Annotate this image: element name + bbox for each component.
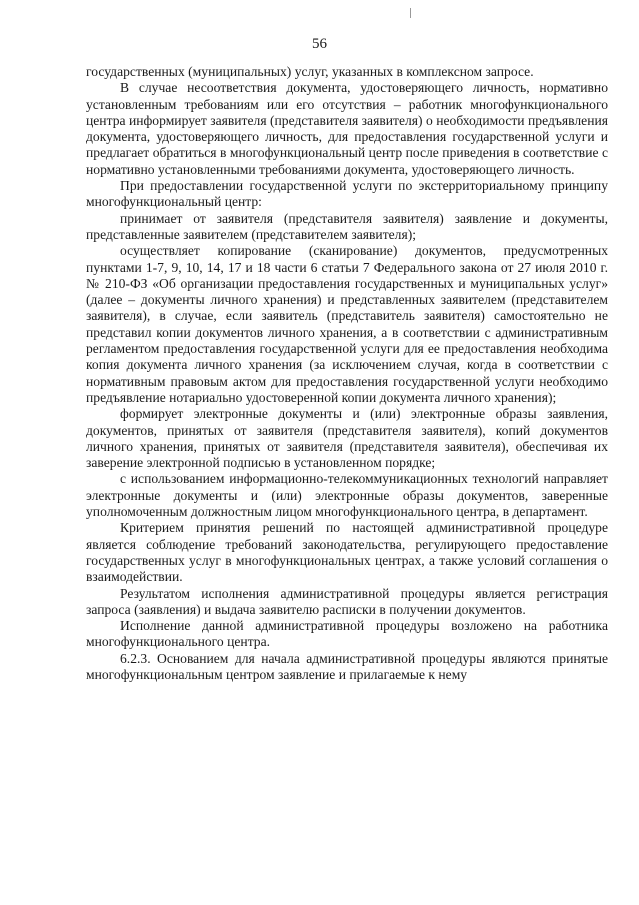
scan-mark xyxy=(410,8,411,18)
page-number: 56 xyxy=(312,36,327,52)
document-body xyxy=(86,64,608,683)
paragraph-decision-criteria: Критерием принятия решений по настоящей административной процедуре является соблюдение требований законодательства, регулирующего предоставление государственных услуг в многофункциональных центрах, а также условий соглашения о взаимодействии. xyxy=(86,520,608,585)
paragraph-continuation: государственных (муниципальных) услуг, указанных в комплексном запросе. xyxy=(86,64,534,79)
paragraph-copying-documents: осуществляет копирование (сканирование) документов, предусмотренных пунктами 1-7, 9, 10, 14, 17 и 18 части 6 статьи 7 Федерального закона от 27 июля 2010 г. № 210-ФЗ «Об организации предоставления государственных и муниципальных услуг» (далее – документы личного хранения) и представленных заявителем (представителем заявителя), в случае, если заявитель (представитель заявителя) самостоятельно не представил копии документов личного хранения, а в соответствии с административным регламентом предоставления государственной услуги для ее предоставления необходима копия документа личного хранения (за исключением случая, когда в соответствии с нормативным правовым актом для предоставления государственной услуги необходимо предъявление нотариально удостоверенной копии документа личного хранения); xyxy=(86,243,608,405)
paragraph-accepts-application: принимает от заявителя (представителя заявителя) заявление и документы, представленные заявителем (представителем заявителя); xyxy=(86,210,608,242)
paragraph-sends-documents: с использованием информационно-телекоммуникационных технологий направляет электронные документы и (или) электронные образы документов, заверенные уполномоченным должностным лицом многофункционального центра, в департамент. xyxy=(86,471,608,520)
paragraph-6-2-3: 6.2.3. Основанием для начала административной процедуры являются принятые многофункциональным центром заявление и прилагаемые к нему xyxy=(86,650,608,682)
paragraph-result: Результатом исполнения административной процедуры является регистрация запроса (заявления) и выдача заявителю расписки в получении документов. xyxy=(86,585,608,617)
paragraph-execution: Исполнение данной административной процедуры возложено на работника многофункционального центра. xyxy=(86,618,608,650)
paragraph-identity-document: В случае несоответствия документа, удостоверяющего личность, нормативно установленным требованиям или его отсутствия – работник многофункционального центра информирует заявителя (представителя заявителя) о необходимости предъявления документа, удостоверяющего личность, для предоставления государственной услуги и предлагает обратиться в многофункциональный центр после приведения в соответствие с нормативно установленными требованиями документа, удостоверяющего личность. xyxy=(86,80,608,177)
paragraph-forms-electronic-documents: формирует электронные документы и (или) электронные образы заявления, документов, принятых от заявителя (представителя заявителя), копий документов личного хранения, принятых от заявителя (представителя заявителя), обеспечивая их заверение электронной подписью в установленном порядке; xyxy=(86,406,608,471)
paragraph-extraterritorial: При предоставлении государственной услуги по экстерриториальному принципу многофункциональный центр: xyxy=(86,178,608,210)
